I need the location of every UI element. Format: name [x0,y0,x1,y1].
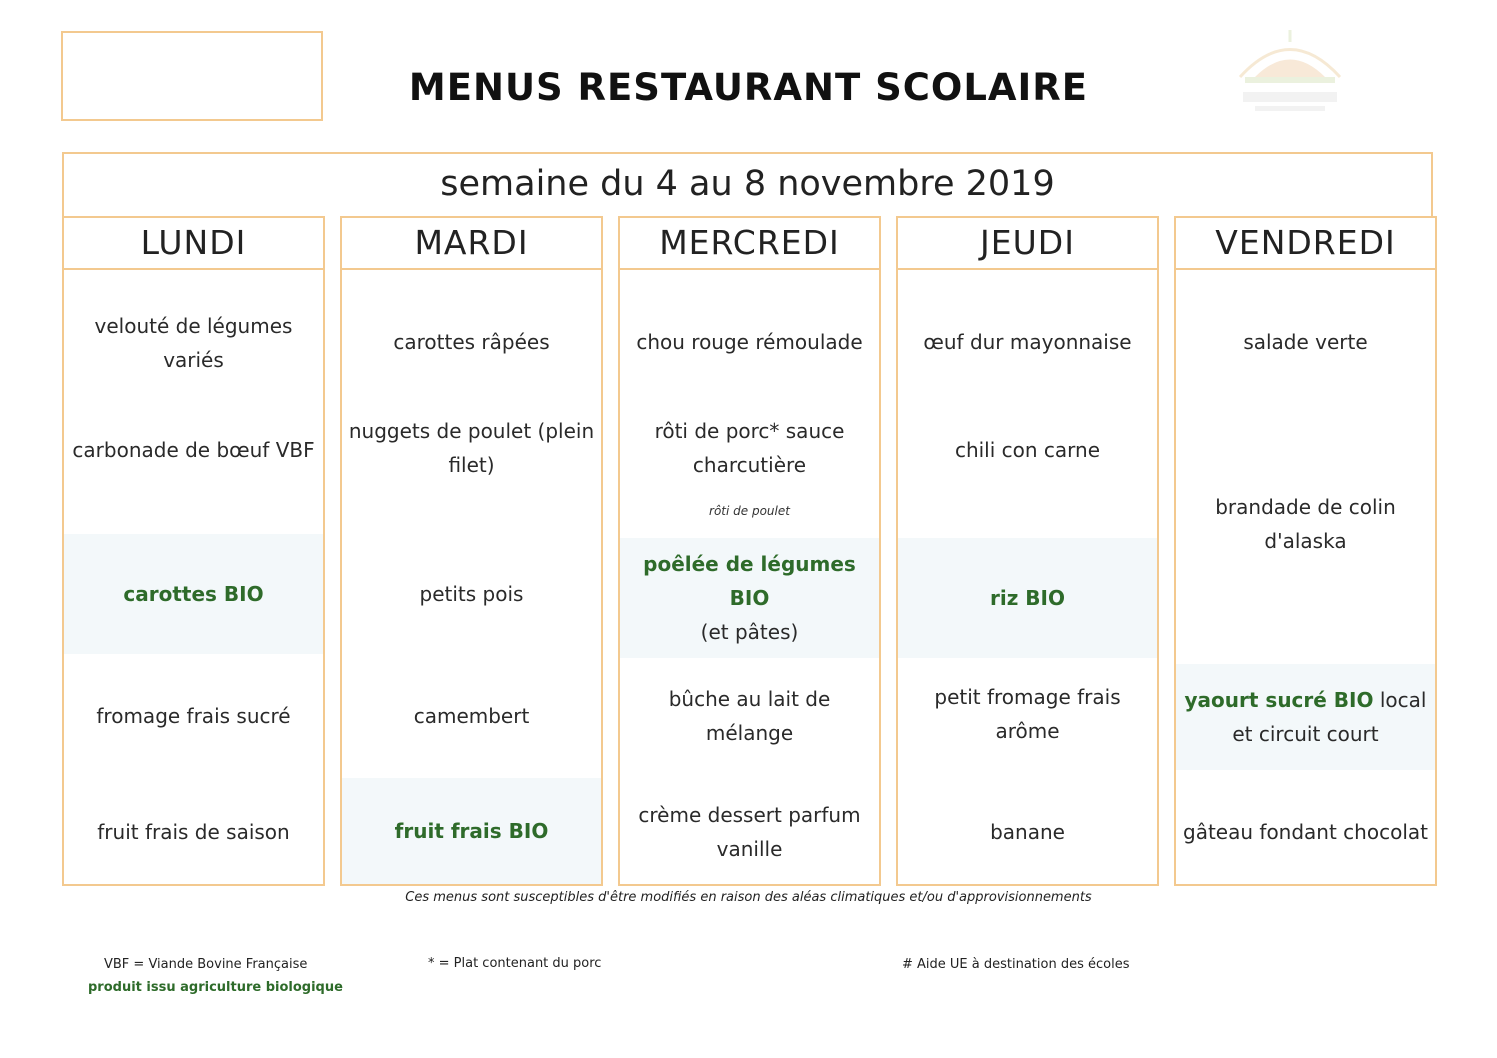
menu-dessert: crème dessert parfum vanille [638,803,861,861]
menu-accompagnement: petits pois [419,582,524,606]
menu-plat-alternative: rôti de poulet [709,504,790,518]
menu-dessert: gâteau fondant chocolat [1183,820,1428,844]
day-column-vendredi [1174,216,1437,886]
menu-dessert: fruit frais BIO [342,778,601,884]
day-column-lundi [62,216,325,886]
day-heading: LUNDI [64,218,323,270]
menu-accompagnement: carottes BIO [64,534,323,654]
laitage-bio: yaourt sucré BIO [1184,688,1374,712]
menu-laitage: petit fromage frais arôme [934,685,1121,743]
week-header [62,152,1433,218]
menu-plat: chili con carne [954,438,1101,462]
menu-accompagnement [620,538,879,658]
day-column-mercredi [618,216,881,886]
menu-plat: brandade de colin d'alaska [1215,495,1396,553]
menu-laitage: bûche au lait de mélange [668,687,831,745]
legend-porc: * = Plat contenant du porc [428,956,602,971]
menu-entree: salade verte [1243,330,1368,354]
menu-laitage [1176,664,1435,770]
legend-aide-ue: # Aide UE à destination des écoles [902,957,1130,972]
disclaimer-note: Ces menus sont susceptibles d'être modifiés en raison des aléas climatiques et/ou d'approvisionnements [405,890,1092,905]
day-heading: MERCREDI [620,218,879,270]
menu-entree: œuf dur mayonnaise [923,330,1132,354]
menu-laitage: fromage frais sucré [96,704,291,728]
menu-plat: carbonade de bœuf VBF [72,438,315,462]
day-column-mardi [340,216,603,886]
laitage-rest: local et circuit court [1232,688,1427,746]
menu-entree: chou rouge rémoulade [636,330,863,354]
accompagnement-bio: poêlée de légumes BIO [643,552,856,610]
day-heading: VENDREDI [1176,218,1435,270]
menu-dessert: fruit frais de saison [97,820,290,844]
accompagnement-extra: (et pâtes) [700,620,799,644]
day-heading: JEUDI [898,218,1157,270]
menu-plat: rôti de porc* sauce charcutière [654,419,845,477]
legend-vbf: VBF = Viande Bovine Française [104,957,308,972]
menu-accompagnement: riz BIO [898,538,1157,658]
menu-laitage: camembert [413,704,530,728]
page-title: MENUS RESTAURANT SCOLAIRE [408,66,1089,109]
legend-bio: produit issu agriculture biologique [88,980,343,995]
menu-entree: carottes râpées [393,330,550,354]
week-title: semaine du 4 au 8 novembre 2019 [440,164,1055,204]
menu-entree: velouté de légumes variés [94,314,293,372]
menu-dessert: banane [990,820,1065,844]
menu-plat: nuggets de poulet (plein filet) [348,419,595,477]
day-column-jeudi [896,216,1159,886]
day-heading: MARDI [342,218,601,270]
